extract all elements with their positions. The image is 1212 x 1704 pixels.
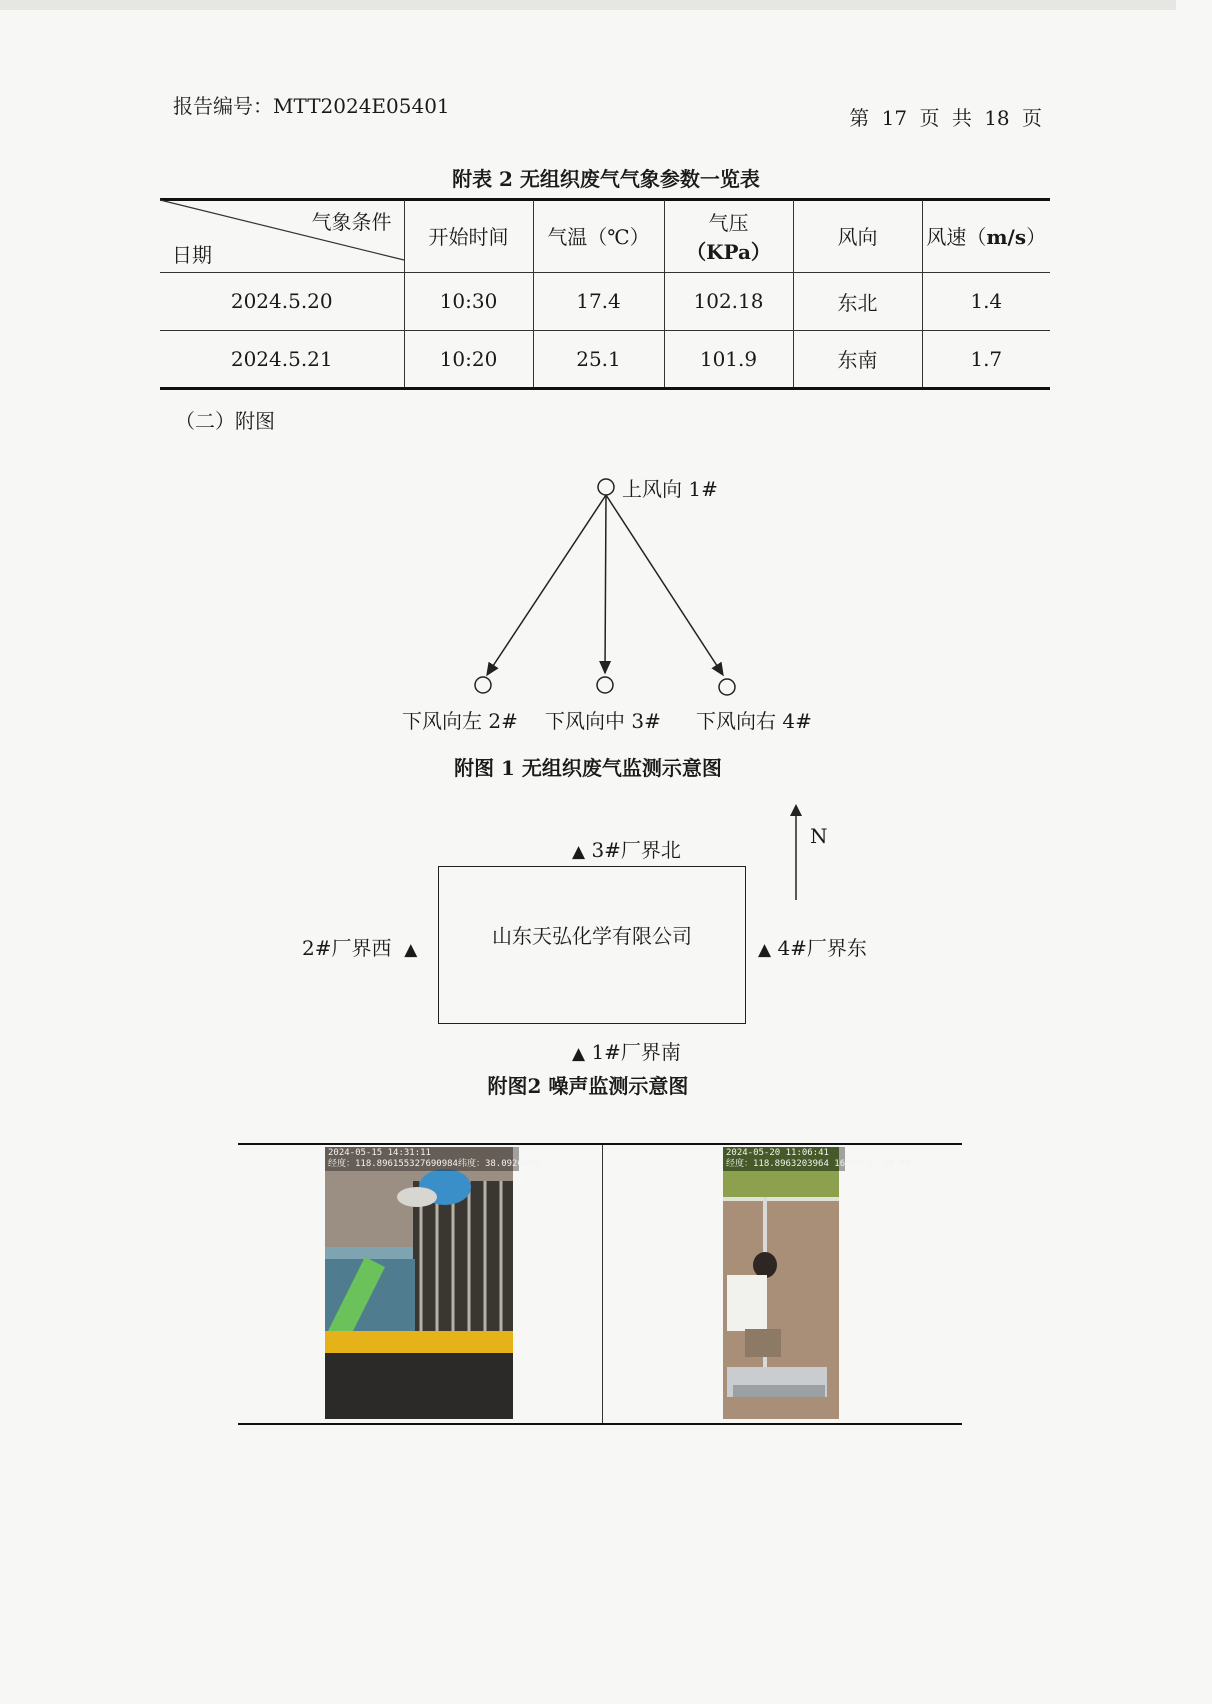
- windspeed-close: ）: [1026, 225, 1047, 250]
- photo-timestamp: 2024-05-20 11:06:41: [726, 1148, 829, 1158]
- total-word: 共: [951, 106, 972, 130]
- page-current: 17: [881, 106, 908, 130]
- figure-2-caption: 附图2 噪声监测示意图: [487, 1074, 689, 1098]
- cell-temperature: 17.4: [533, 272, 664, 330]
- noise-point-east: [758, 932, 867, 961]
- arrow-right: [606, 495, 723, 675]
- sampling-photo-left: [325, 1147, 540, 1419]
- cell-wind-speed: 1.7: [922, 330, 1050, 388]
- noise-point-south: [572, 1036, 681, 1065]
- photo-timestamp: 2024-05-15 14:31:11: [328, 1148, 431, 1158]
- upwind-point: [598, 479, 614, 495]
- cell-pressure: 101.9: [664, 330, 793, 388]
- sampling-arrows: [380, 465, 840, 725]
- weather-condition-label: 气象条件: [311, 210, 392, 234]
- table-header-row: [160, 200, 1050, 272]
- noise-point-west: [302, 932, 417, 961]
- photo-coordinates: 经度：118.8963203964 1605纬度：38.09: [726, 1159, 911, 1169]
- page-word: 页: [1022, 106, 1042, 130]
- downwind-left-point: [475, 677, 491, 693]
- arrow-left: [487, 495, 606, 675]
- col-pressure: [664, 200, 793, 272]
- meteorology-table: [160, 200, 1050, 390]
- photo-left-stamp: [325, 1147, 540, 1171]
- downwind-left-label: 下风向左 2#: [402, 709, 518, 733]
- triangle-icon: ▲: [572, 842, 586, 862]
- col-wind-speed: [922, 200, 1050, 272]
- figure-1-diagram: [380, 465, 840, 733]
- photo-right-image: [723, 1147, 839, 1419]
- photo-left-image: [325, 1147, 513, 1419]
- table-row: [160, 330, 1050, 388]
- photo-divider: [602, 1145, 603, 1423]
- scan-edge: [0, 0, 1176, 10]
- photo-right-stamp: [723, 1147, 911, 1171]
- cell-wind-direction: 东南: [793, 330, 922, 388]
- figure-2-diagram: [290, 800, 910, 1064]
- pressure-label: 气压: [708, 210, 749, 235]
- photo-coordinates: 经度：118.896155327690984纬度：38.0920009: [328, 1159, 540, 1169]
- cell-date: 2024.5.20: [160, 272, 404, 330]
- diagonal-header-cell: [160, 200, 404, 272]
- company-name: 山东天弘化学有限公司: [492, 924, 692, 948]
- cell-start-time: 10:20: [404, 330, 533, 388]
- windspeed-unit: m/s: [986, 225, 1027, 250]
- cell-pressure: 102.18: [664, 272, 793, 330]
- figure-1-caption: 附图 1 无组织废气监测示意图: [454, 756, 722, 780]
- table-row: [160, 272, 1050, 330]
- pressure-unit: （KPa）: [686, 239, 771, 264]
- photo-table: [238, 1143, 962, 1425]
- section-label: （二）附图: [175, 409, 275, 433]
- triangle-icon: ▲: [758, 940, 772, 960]
- point-label: 4#厂界东: [777, 936, 867, 960]
- point-label: 3#厂界北: [591, 838, 681, 862]
- point-label: 1#厂界南: [591, 1040, 681, 1064]
- cell-temperature: 25.1: [533, 330, 664, 388]
- date-label: 日期: [172, 242, 212, 267]
- page-total: 18: [984, 106, 1010, 130]
- col-start-time: 开始时间: [404, 200, 533, 272]
- upwind-label: 上风向 1#: [622, 477, 718, 501]
- table-title: 附表 2 无组织废气气象参数一览表: [452, 167, 760, 191]
- cell-date: 2024.5.21: [160, 330, 404, 388]
- cell-wind-direction: 东北: [793, 272, 922, 330]
- report-number: 报告编号：MTT2024E05401: [173, 94, 450, 118]
- arrow-mid: [605, 495, 606, 673]
- triangle-icon: ▲: [404, 940, 418, 960]
- noise-point-north: [572, 834, 681, 863]
- cell-wind-speed: 1.4: [922, 272, 1050, 330]
- col-temperature: 气温（℃）: [533, 200, 664, 272]
- downwind-mid-label: 下风向中 3#: [545, 709, 661, 733]
- north-label: N: [810, 824, 828, 848]
- cell-start-time: 10:30: [404, 272, 533, 330]
- page-word: 第: [849, 106, 870, 130]
- point-label: 2#厂界西: [302, 936, 392, 960]
- page-word: 页: [919, 106, 940, 130]
- downwind-mid-point: [597, 677, 613, 693]
- col-wind-direction: 风向: [793, 200, 922, 272]
- page-indicator: [843, 102, 1042, 131]
- downwind-right-point: [719, 679, 735, 695]
- north-arrow-icon: [788, 804, 808, 904]
- triangle-icon: ▲: [572, 1044, 586, 1064]
- downwind-right-label: 下风向右 4#: [696, 709, 812, 733]
- windspeed-label: 风速（: [926, 225, 987, 250]
- sampling-photo-right: [723, 1147, 911, 1419]
